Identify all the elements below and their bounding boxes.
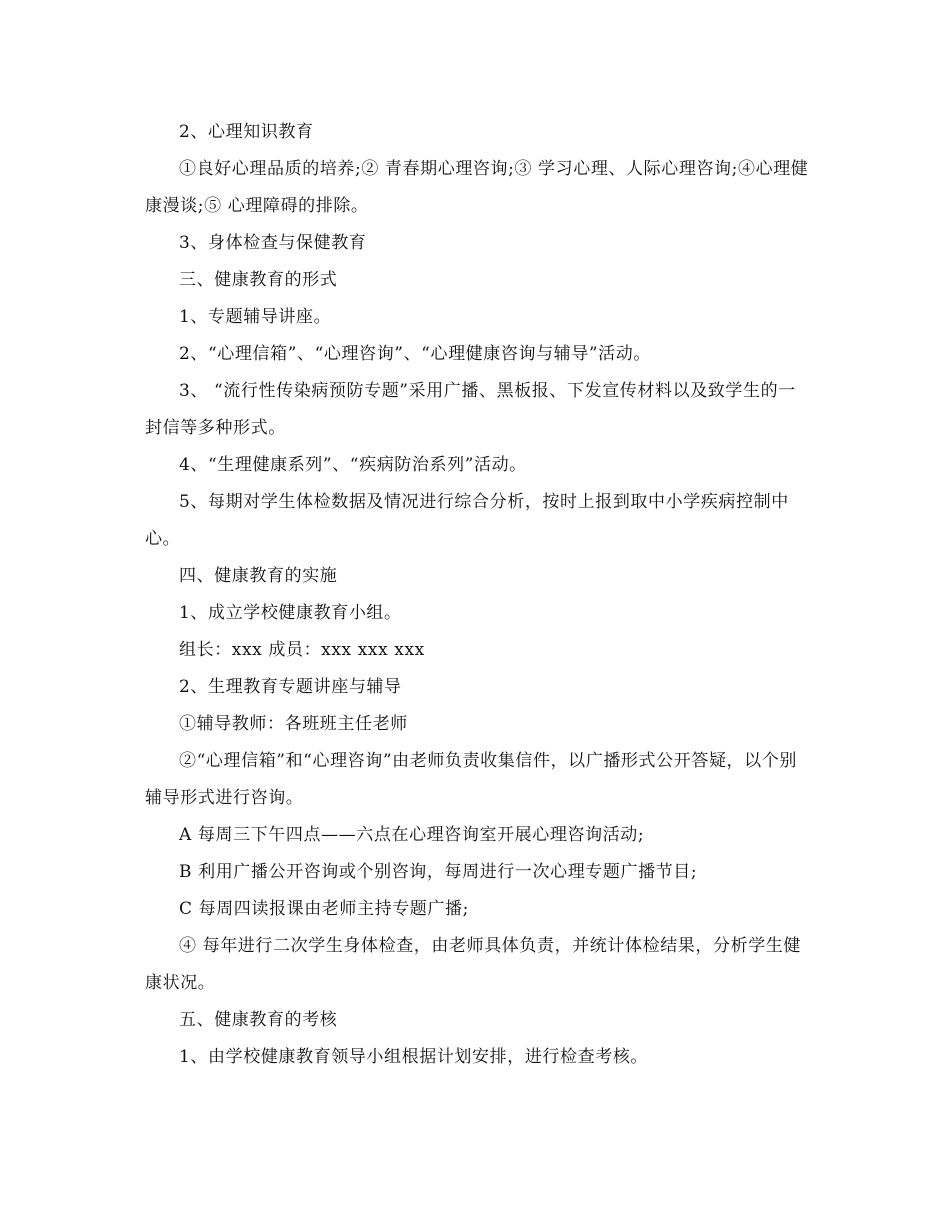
list-paragraph: C 每周四读报课由老师主持专题广播; [179, 899, 469, 919]
list-paragraph: 1、专题辅导讲座。 [179, 307, 332, 327]
section-heading: 2、生理教育专题讲座与辅导 [179, 677, 402, 697]
list-paragraph: ②“心理信箱”和“心理咨询”由老师负责收集信件，以广播形式公开答疑，以个别辅导形式进行咨询。 [145, 751, 797, 808]
list-paragraph: 5、每期对学生体检数据及情况进行综合分析，按时上报到取中小学疾病控制中心。 [145, 492, 789, 549]
section-heading: 1、由学校健康教育领导小组根据计划安排，进行检查考核。 [179, 1047, 649, 1067]
list-paragraph: ①良好心理品质的培养;② 青春期心理咨询;③ 学习心理、人际心理咨询;④心理健康漫谈;⑤ 心理障碍的排除。 [145, 159, 809, 216]
list-paragraph: B 利用广播公开咨询或个别咨询，每周进行一次心理专题广播节目; [179, 862, 698, 882]
chapter-heading: 四、健康教育的实施 [179, 566, 338, 586]
list-paragraph: ④ 每年进行二次学生身体检查，由老师具体负责，并统计体检结果，分析学生健康状况。 [145, 936, 802, 993]
section-heading: 1、成立学校健康教育小组。 [179, 603, 402, 623]
list-paragraph: 3、 “流行性传染病预防专题”采用广播、黑板报、下发宣传材料以及致学生的一封信等多种形式。 [145, 381, 796, 438]
list-paragraph: ①辅导教师：各班班主任老师 [179, 714, 408, 734]
document-body [145, 114, 810, 1076]
chapter-heading: 五、健康教育的考核 [179, 1010, 338, 1030]
list-paragraph: 4、“生理健康系列”、“疾病防治系列”活动。 [179, 455, 527, 475]
list-paragraph: A 每周三下午四点——六点在心理咨询室开展心理咨询活动; [179, 825, 645, 845]
list-paragraph: 2、“心理信箱”、“心理咨询”、“心理健康咨询与辅导”活动。 [179, 344, 651, 364]
section-heading: 2、心理知识教育 [179, 122, 314, 142]
member-list: 组长：xxx 成员：xxx xxx xxx [179, 640, 425, 660]
chapter-heading: 三、健康教育的形式 [179, 270, 338, 290]
section-heading: 3、身体检查与保健教育 [179, 233, 367, 253]
